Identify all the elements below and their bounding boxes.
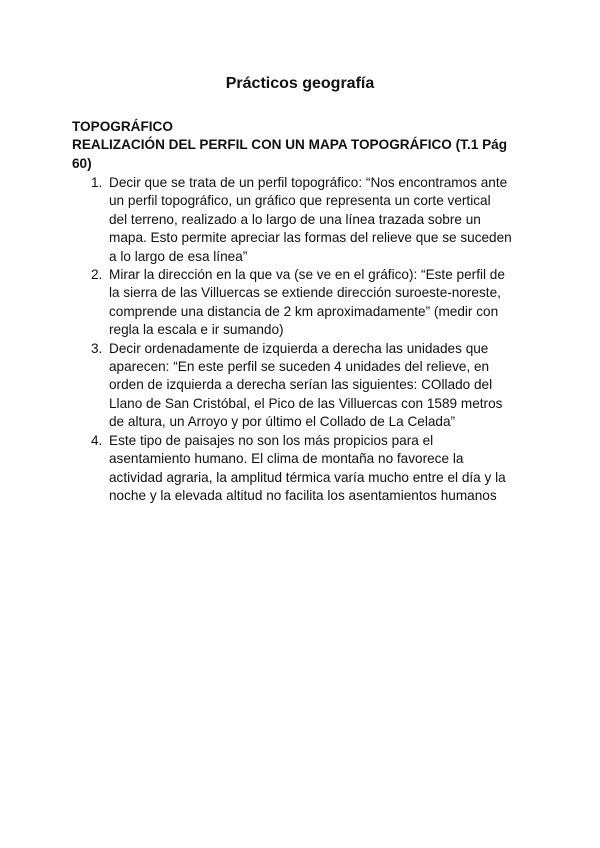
list-item-text-line: Decir que se trata de un perfil topográfico: “Nos encontramos ante bbox=[109, 175, 508, 190]
list-item-text-line: Decir ordenadamente de izquierda a derecha las unidades que bbox=[109, 340, 489, 356]
list-item-text-line: actividad agraria, la amplitud térmica varía mucho entre el día y la bbox=[109, 469, 506, 485]
subsection-heading: REALIZACIÓN DEL PERFIL CON UN MAPA TOPOGRÁFICO (T.1 Pág bbox=[72, 137, 508, 153]
list-item bbox=[0, 340, 600, 432]
numbered-list bbox=[0, 174, 600, 505]
list-item-number: 3. bbox=[91, 340, 103, 356]
list-item-text-line: a lo largo de esa línea” bbox=[109, 248, 248, 264]
list-item bbox=[0, 174, 600, 266]
list-item-text-line: mapa. Esto permite apreciar las formas del relieve que se suceden bbox=[109, 230, 512, 246]
list-item-text-line: de altura, un Arroyo y por último el Collado de La Celada” bbox=[109, 414, 456, 430]
list-item-number: 4. bbox=[91, 432, 103, 448]
section-headings bbox=[72, 118, 542, 173]
list-item-text-line: del terreno, realizado a lo largo de una línea trazada sobre un bbox=[109, 211, 481, 227]
section-heading: TOPOGRÁFICO bbox=[72, 119, 173, 134]
list-item bbox=[0, 266, 600, 340]
list-item-text-line: Este tipo de paisajes no son los más propicios para el bbox=[109, 432, 434, 448]
list-item-number: 1. bbox=[91, 175, 103, 190]
list-item-text-line: Llano de San Cristóbal, el Pico de las Villuercas con 1589 metros bbox=[109, 395, 503, 411]
list-item-text-line: orden de izquierda a derecha serían las siguientes: COllado del bbox=[109, 377, 493, 393]
subsection-heading-continued: 60) bbox=[72, 155, 92, 171]
list-item bbox=[0, 432, 600, 506]
list-item-text-line: regla la escala e ir sumando) bbox=[109, 322, 284, 338]
document-title: Prácticos geografía bbox=[225, 75, 375, 92]
list-item-number: 2. bbox=[91, 267, 103, 283]
list-item-text-line: un perfil topográfico, un gráfico que representa un corte vertical bbox=[109, 193, 491, 209]
list-item-text-line: noche y la elevada altitud no facilita los asentamientos humanos bbox=[109, 487, 497, 503]
list-item-text-line: Mirar la dirección en la que va (se ve en el gráfico): “Este perfil de bbox=[109, 267, 505, 283]
list-item-text-line: comprende una distancia de 2 km aproximadamente” (medir con bbox=[109, 303, 499, 319]
list-item-text-line: la sierra de las Villuercas se extiende dirección suroeste-noreste, bbox=[109, 285, 501, 301]
list-item-text-line: aparecen: “En este perfil se suceden 4 unidades del relieve, en bbox=[109, 359, 490, 375]
list-item-text-line: asentamiento humano. El clima de montaña no favorece la bbox=[109, 451, 464, 467]
